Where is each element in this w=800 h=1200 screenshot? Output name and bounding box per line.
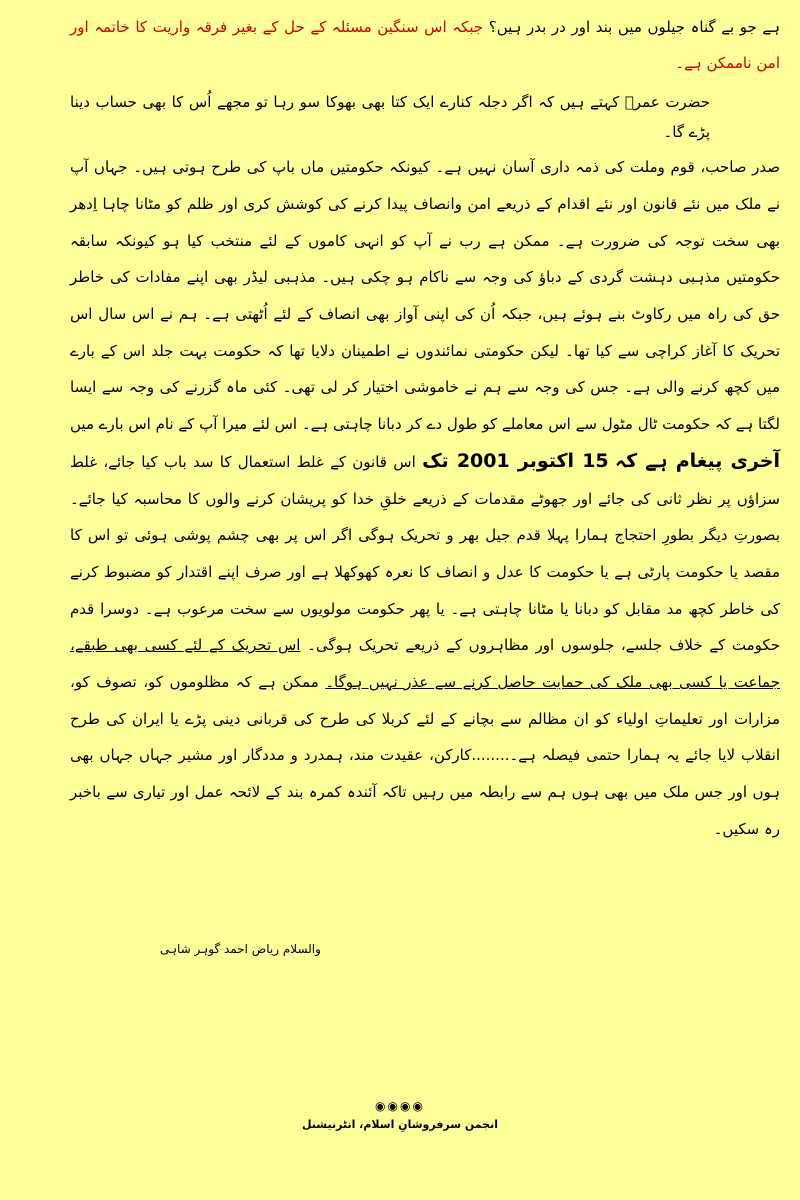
footer-ornament-icon: ◉◉◉◉ — [375, 1099, 425, 1113]
main-text-part-3: ممکن ہے کہ مظلوموں کو، تصوف کو، مزارات اور تعلیماتِ اولیاء کو ان مظالم سے بچانے کے لئے کربلا کی طرح کی قربانی دینی پڑے یا ایران کی طرح انقلاب لایا جائے یہ ہمارا حتمی فیصلہ ہے۔........کارکن، عقیدت مند، ہمدرد و مددگار اور مشیر جہاں جہاں بھی ہوں اور جس ملک میں بھی ہوں ہم سے رابطہ میں رہیں تاکہ آئندہ کمرہ بند کے لائحہ عمل اور تیاری سے باخبر رہ سکیں۔ — [70, 673, 780, 838]
intro-paragraph — [70, 10, 780, 81]
signature: والسلام ریاض احمد گوہر شاہی — [160, 942, 321, 956]
organization-name: انجمن سرفروشانِ اسلام، انٹرنیشنل — [301, 1118, 498, 1131]
main-paragraph — [70, 149, 780, 847]
deadline-date: 15 اکتوبر 2001 تک — [422, 449, 609, 472]
main-text-part-1: صدر صاحب، قوم وملت کی ذمہ داری آسان نہیں ہے۔ کیونکہ حکومتیں ماں باپ کی طرح ہوتی ہیں۔ جہاں آپ نے ملک میں نئے قانون اور نئے اقدام کے ذریعے امن وانصاف پیدا کرنے کی کوشش کری اور ظلم کو مٹانا چاہا اِدھر بھی سخت توجہ کی ضرورت ہے۔ ممکن ہے رب نے آپ کو انہی کاموں کے لئے منتخب کیا ہو کیونکہ سابقہ حکومتیں مذہبی دہشت گردی کے دباؤ کی وجہ سے ناکام ہو چکی ہیں۔ مذہبی لیڈر بھی اپنے مفادات کی خاطر حق کی راہ میں رکاوٹ بنے ہوئے ہیں، جبکہ اُن کی اپنی آواز بھی انصاف کے لئے اُٹھتی ہے۔ ہم نے اس سال اس تحریک کا آغاز کراچی سے کیا تھا۔ لیکن حکومتی نمائندوں نے اطمینان دلایا تھا کہ حکومت بہت جلد اس کے بارے میں کچھ کرنے والی ہے۔ جس کی وجہ سے ہم نے خاموشی اختیار کر لی تھی۔ کئی ماہ گزرنے کی وجہ سے ایسا لگتا ہے کہ حکومت ٹال مٹول سے اس معاملے کو طول دے کر دبانا چاہتی ہے۔ اس لئے میرا آپ کے نام اس بارے میں — [70, 158, 780, 434]
footer — [0, 1098, 800, 1134]
intro-text: ہے جو بے گناہ جیلوں میں بند اور در بدر ہیں؟ — [488, 18, 780, 36]
main-text-part-2: اس قانون کے غلط استعمال کا سد باب کیا جائے، غلط سزاؤں پر نظر ثانی کی جائے اور جھوٹے مقدمات کے ذریعے خلقِ خدا کو پریشان کرنے والوں کا محاسبہ کیا جائے۔ بصورتِ دیگر بطورِ احتجاج ہمارا پہلا قدم جیل بھر و تحریک ہوگی اگر اس پر بھی چشم پوشی ہوئی تو اس کا مقصد یا حکومت پارٹی ہے یا حکومت کا عدل و انصاف کا نعرہ کھوکھلا ہے اور صرف اپنے اقتدار کو مضبوط کرنے کی خاطر کچھ مد مقابل کو دبانا یا مٹانا چاہتی ہے۔ یا پھر حکومت مولویوں سے سخت مرعوب ہے۔ دوسرا قدم حکومت کے خلاف جلسے، جلوسوں اور مظاہروں کے ذریعے تحریک ہوگی۔ — [70, 452, 780, 655]
letter-body — [70, 10, 780, 848]
hazrat-umar-quote: حضرت عمرؓ کہتے ہیں کہ اگر دجلہ کنارے ایک کتا بھی بھوکا سو رہا تو مجھے اُس کا بھی حساب دینا پڑے گا۔ — [70, 93, 710, 142]
final-message-heading: آخری پیغام ہے کہ — [614, 449, 780, 472]
underlined-support-statement: اس تحریک کے لئے کسی بھی طبقے، جماعت یا کسی بھی ملک کی حمایت حاصل کرنے سے عذر نہیں ہوگا۔ — [70, 636, 781, 692]
intro-red-text: جبکہ اس سنگین مسئلہ کے حل کے بغیر فرقہ واریت کا خاتمہ اور امن ناممکن ہے۔ — [70, 18, 780, 72]
